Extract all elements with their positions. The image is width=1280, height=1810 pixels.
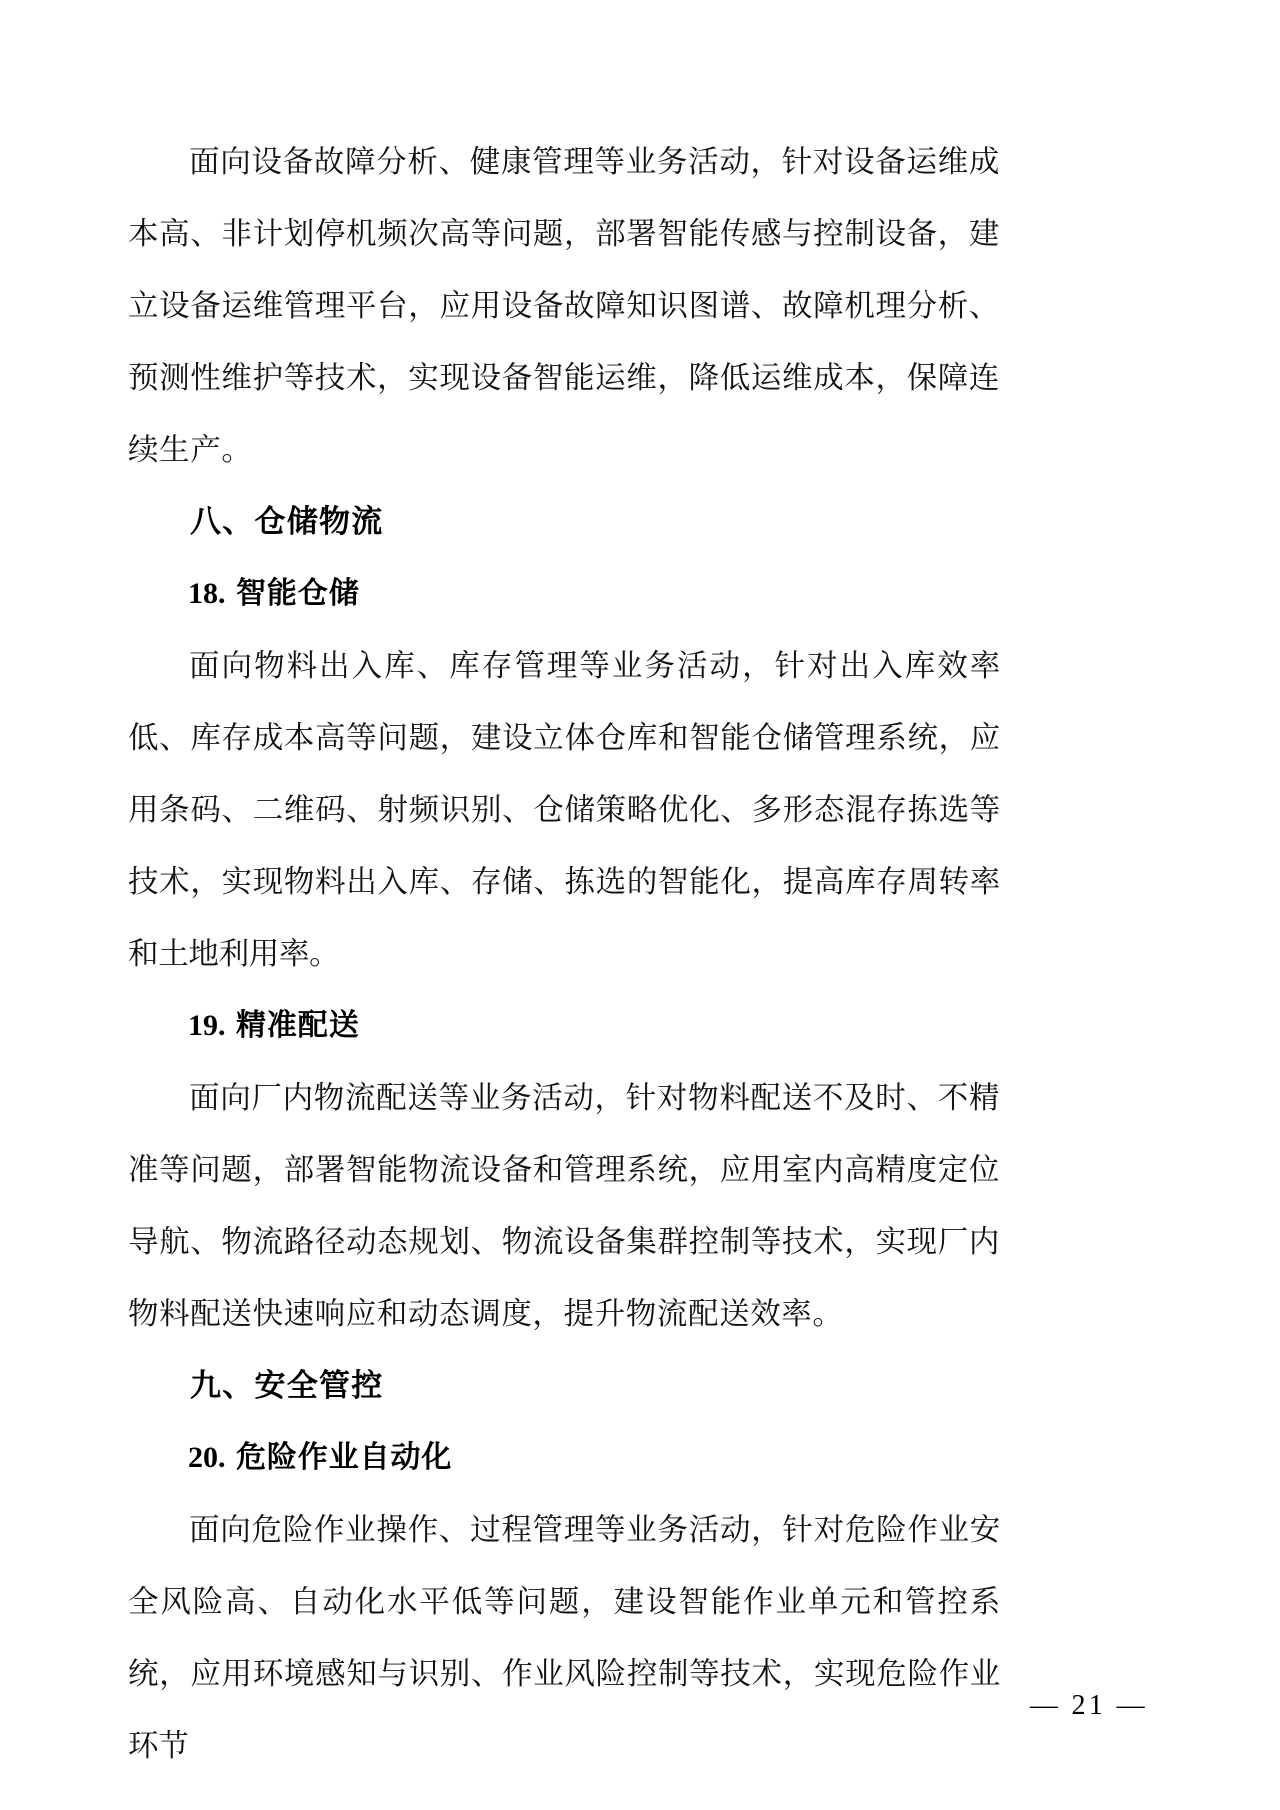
item-number-18: 18. — [188, 577, 226, 610]
paragraph-precise-delivery: 面向厂内物流配送等业务活动，针对物料配送不及时、不精准等问题，部署智能物流设备和管理系统，应用室内高精度定位导航、物流路径动态规划、物流设备集群控制等技术，实现厂内物料配送快速响应和动态调度，提升物流配送效率。 — [128, 1081, 1000, 1331]
paragraph-smart-warehousing: 面向物料出入库、库存管理等业务活动，针对出入库效率低、库存成本高等问题，建设立体仓库和智能仓储管理系统，应用条码、二维码、射频识别、仓储策略优化、多形态混存拣选等技术，实现物料出入库、存储、拣选的智能化，提高库存周转率和土地利用率。 — [128, 649, 1000, 971]
paragraph-equipment-om: 面向设备故障分析、健康管理等业务活动，针对设备运维成本高、非计划停机频次高等问题，部署智能传感与控制设备，建立设备运维管理平台，应用设备故障知识图谱、故障机理分析、预测性维护等技术，实现设备智能运维，降低运维成本，保障连续生产。 — [128, 145, 1000, 467]
item-label-18: 智能仓储 — [236, 577, 360, 610]
item-label-19: 精准配送 — [236, 1009, 360, 1042]
item-number-19: 19. — [188, 1009, 226, 1042]
section-heading-warehousing-logistics: 八、仓储物流 — [190, 504, 384, 539]
item-heading-19-precise-delivery — [128, 990, 1000, 1062]
page-content — [128, 126, 1000, 1782]
item-heading-20-hazardous-automation — [128, 1422, 1000, 1494]
item-heading-18-smart-warehousing — [128, 558, 1000, 630]
item-label-20: 危险作业自动化 — [236, 1441, 453, 1474]
page-number: — 21 — — [1029, 1690, 1148, 1721]
paragraph-hazardous-automation: 面向危险作业操作、过程管理等业务活动，针对危险作业安全风险高、自动化水平低等问题，建设智能作业单元和管控系统，应用环境感知与识别、作业风险控制等技术，实现危险作业环节 — [128, 1513, 1000, 1763]
section-heading-safety-control: 九、安全管控 — [190, 1368, 384, 1403]
item-number-20: 20. — [188, 1441, 226, 1474]
